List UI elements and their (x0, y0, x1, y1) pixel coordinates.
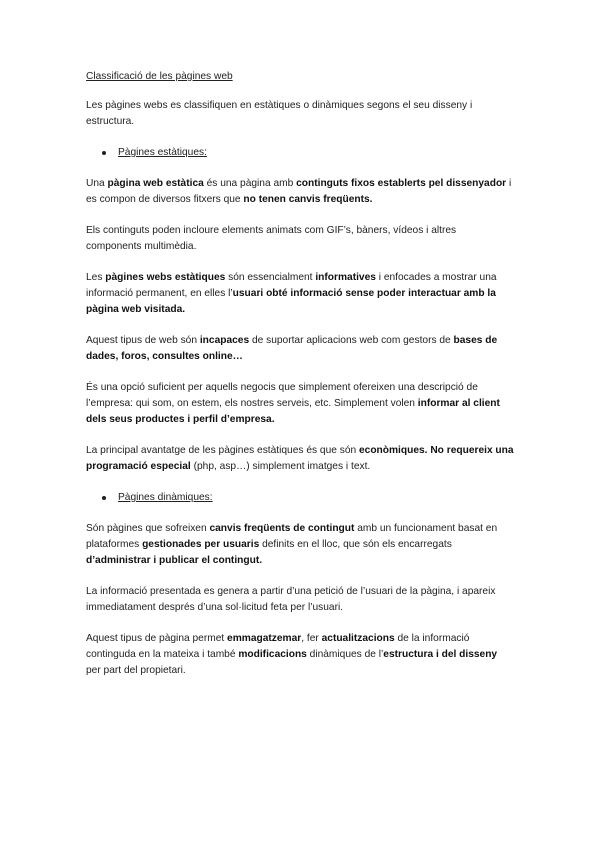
static-paragraph-4: Aquest tipus de web són incapaces de suportar aplicacions web com gestors de bases de dades, foros, consultes online… (86, 335, 498, 362)
dynamic-paragraph-2: La informació presentada es genera a partir d’una petició de l’usuari de la pàgina, i apareix immediatament després d’una sol·licitud feta per l’usuari. (86, 586, 496, 613)
intro-paragraph: Les pàgines webs es classifiquen en estàtiques o dinàmiques segons el seu disseny i estructura. (86, 100, 473, 127)
static-paragraph-6: La principal avantatge de les pàgines estàtiques és que són econòmiques. No requereix una programació especial (php, asp…) simplement imatges i text. (86, 445, 514, 472)
static-section-heading: Pàgines estàtiques: (86, 145, 514, 161)
static-paragraph-3: Les pàgines webs estàtiques són essencialment informatives i enfocades a mostrar una informació permanent, en elles l’usuari obté informació sense poder interactuar amb la pàgina web visitada. (86, 272, 497, 315)
dynamic-section-heading-list (86, 490, 514, 506)
document-title: Classificació de les pàgines web (86, 71, 233, 82)
static-paragraph-2: Els continguts poden incloure elements animats com GIF’s, bàners, vídeos i altres components multimèdia. (86, 225, 457, 252)
bullet-icon (102, 496, 106, 500)
static-section-heading-list (86, 145, 514, 161)
static-paragraph-5: És una opció suficient per aquells negocis que simplement ofereixen una descripció de l’empresa: qui som, on estem, els nostres serveis, etc. Simplement volen informar al client dels seus productes i perfil d’empresa. (86, 382, 500, 425)
static-paragraph-1: Una pàgina web estàtica és una pàgina amb continguts fixos establerts pel dissenyador i es compon de diversos fitxers que no tenen canvis freqüents. (86, 178, 512, 205)
dynamic-paragraph-3: Aquest tipus de pàgina permet emmagatzemar, fer actualitzacions de la informació continguda en la mateixa i també modificacions dinàmiques de l’estructura i del disseny per part del propietari. (86, 633, 498, 676)
dynamic-paragraph-1: Són pàgines que sofreixen canvis freqüents de contingut amb un funcionament basat en plataformes gestionades per usuaris definits en el lloc, que són els encarregats d’administrar i publicar el contingut. (86, 523, 498, 566)
dynamic-section-heading: Pàgines dinàmiques: (86, 490, 514, 506)
bullet-icon (102, 151, 106, 155)
